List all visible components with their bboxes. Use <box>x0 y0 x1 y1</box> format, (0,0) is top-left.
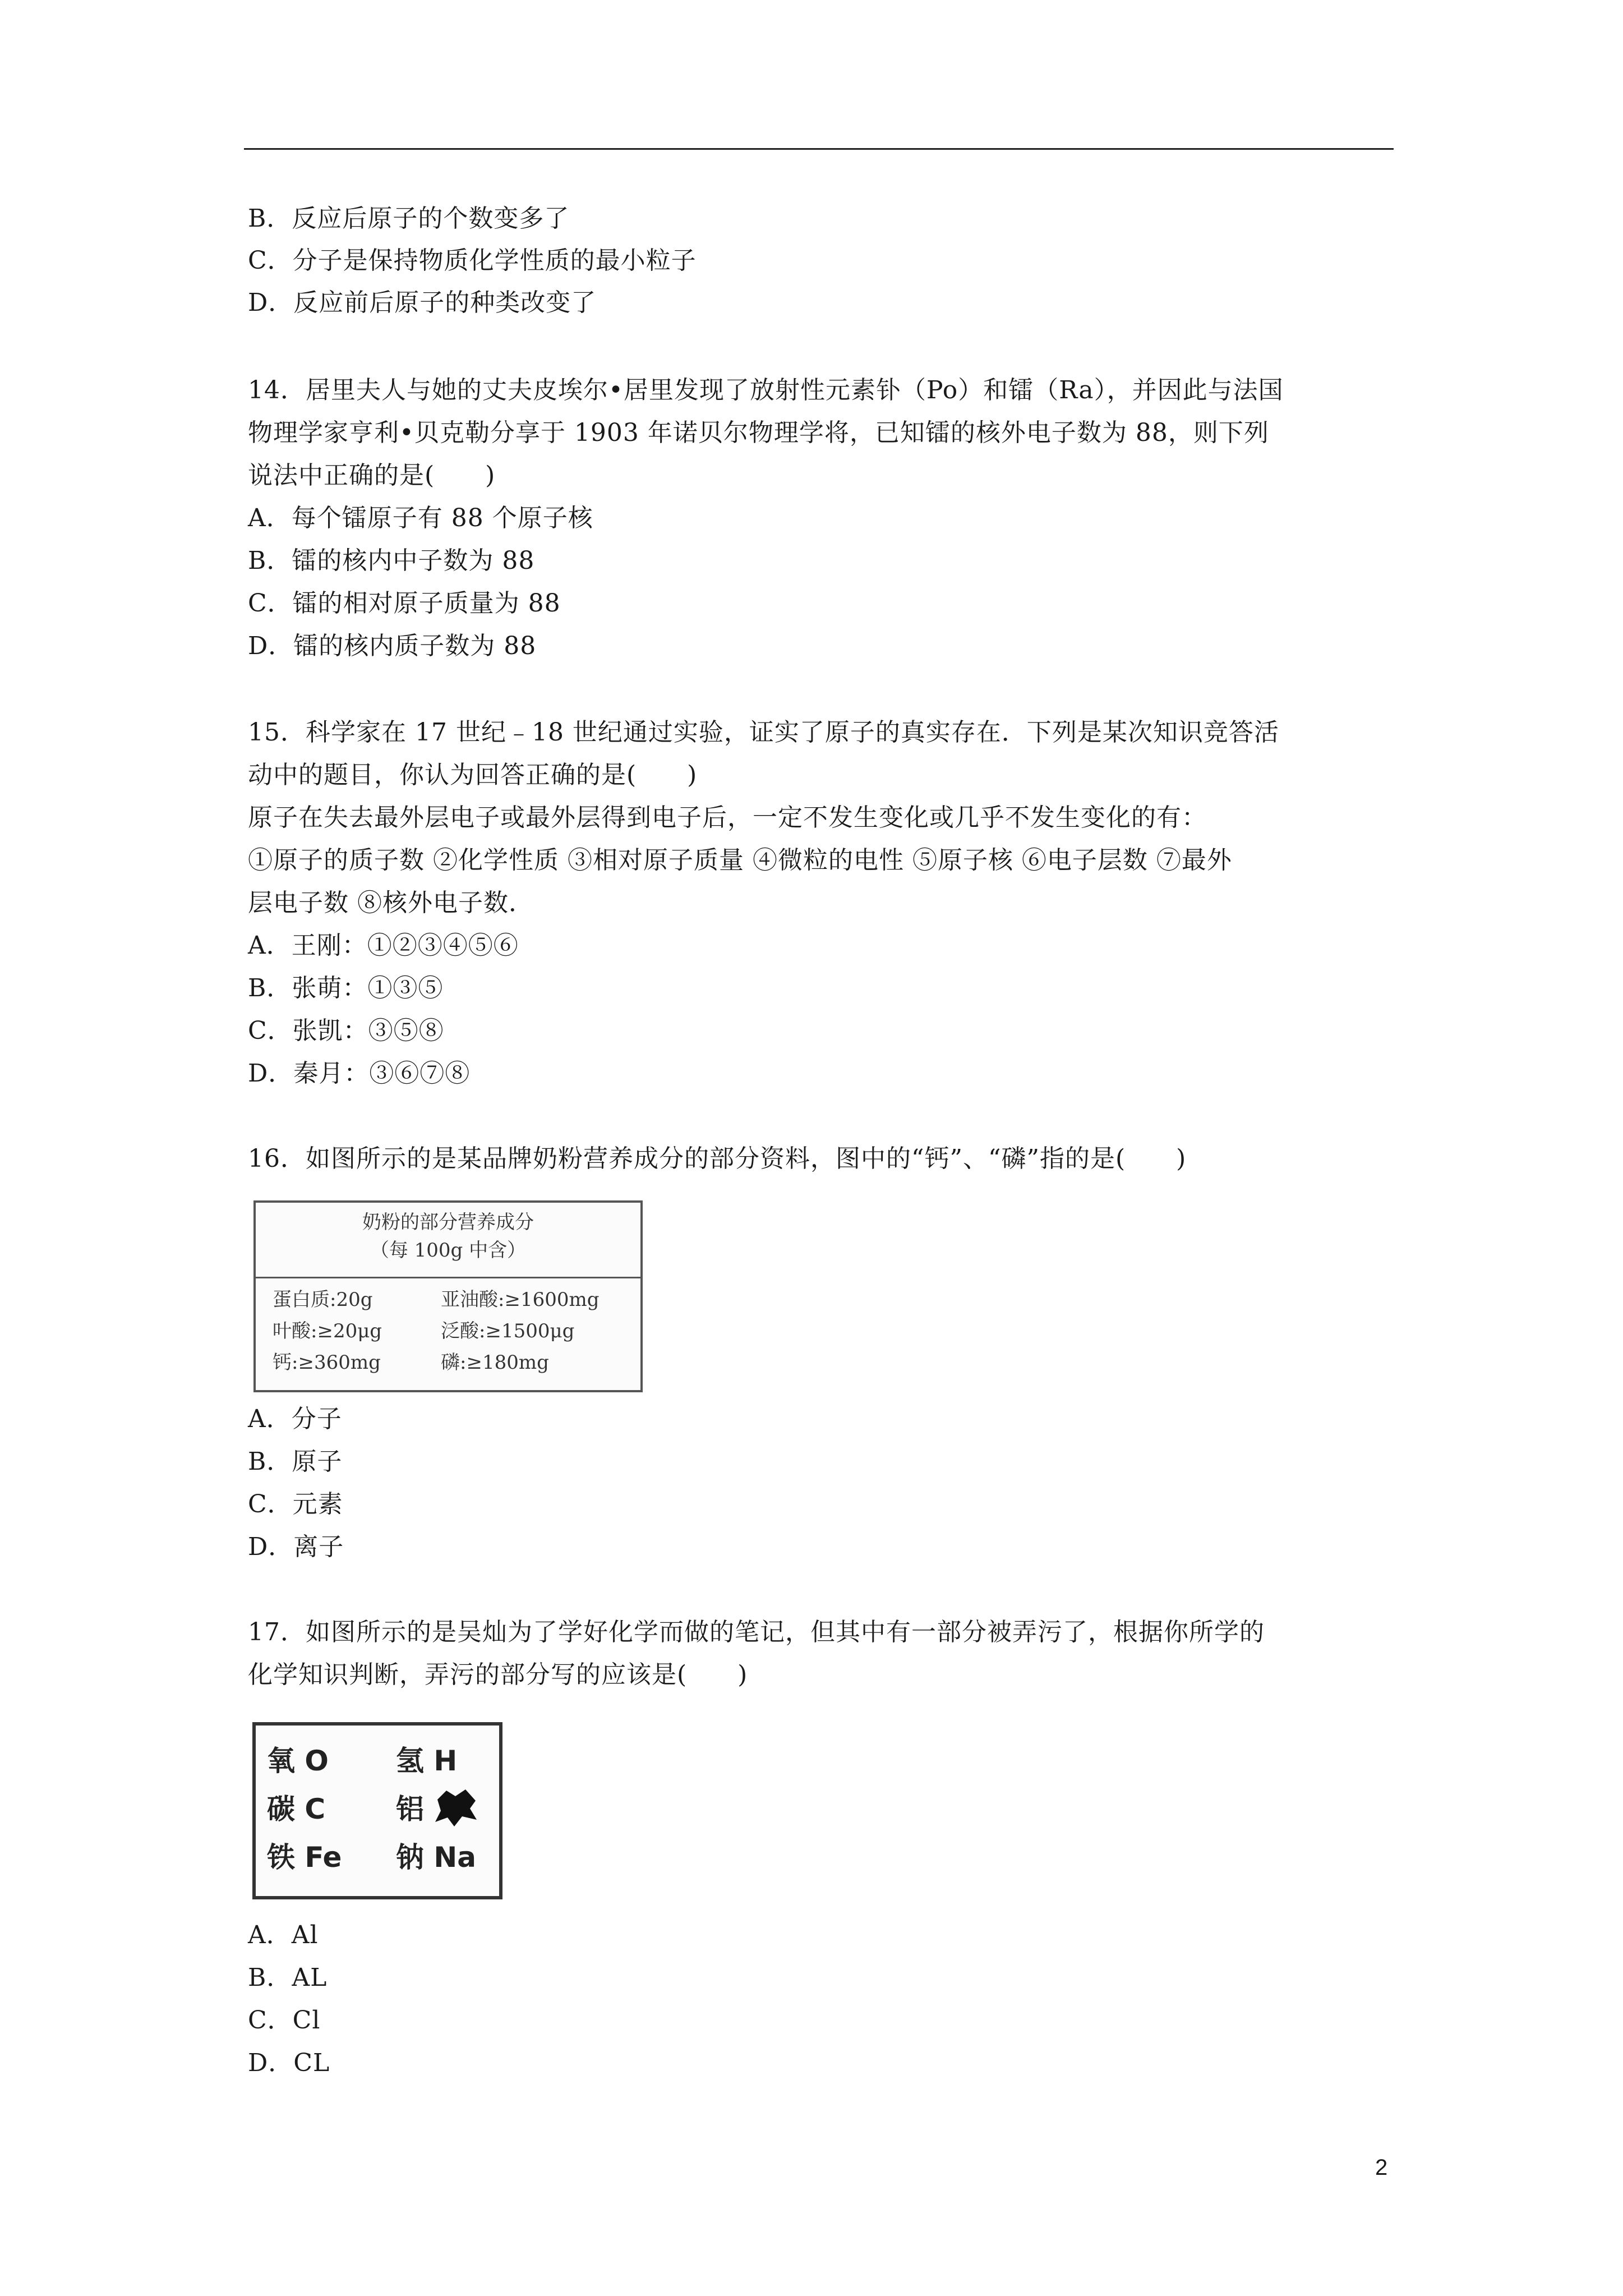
q15-option-a: A．王刚：①②③④⑤⑥ <box>248 931 519 960</box>
q14-stem-line: 14．居里夫人与她的丈夫皮埃尔•居里发现了放射性元素钋（Po）和镭（Ra），并因此与法国 <box>248 376 1284 404</box>
q13-option-c: C．分子是保持物质化学性质的最小粒子 <box>248 246 697 275</box>
q13-option-b: B．反应后原子的个数变多了 <box>248 204 570 233</box>
notes-element-entry: 钠 Na <box>396 1841 476 1874</box>
header-rule <box>244 148 1394 150</box>
ink-smudge <box>434 1788 478 1828</box>
nutrition-table-figure <box>253 1200 643 1392</box>
q15-option-c: C．张凯：③⑤⑧ <box>248 1016 444 1045</box>
q17-option-d: D．CL <box>248 2049 330 2077</box>
q13-option-d: D．反应前后原子的种类改变了 <box>248 288 597 317</box>
nutrition-table-header <box>256 1203 640 1278</box>
notes-element-entry: 铁 Fe <box>267 1841 342 1874</box>
q15-option-d: D．秦月：③⑥⑦⑧ <box>248 1059 471 1088</box>
q16-option-a: A．分子 <box>248 1405 342 1433</box>
q15-option-b: B．张萌：①③⑤ <box>248 974 444 1002</box>
q16-option-d: D．离子 <box>248 1533 344 1561</box>
nutrient-item: 钙:≥360mg <box>273 1351 381 1374</box>
q17-option-a: A．Al <box>248 1921 319 1949</box>
notes-element-entry: 碳 C <box>267 1793 326 1825</box>
nutrition-table-title: 奶粉的部分营养成分 <box>362 1211 534 1234</box>
chemistry-notes-figure <box>252 1722 502 1899</box>
nutrient-item: 蛋白质:20g <box>273 1289 373 1311</box>
q15-stem-line: 15．科学家在 17 世纪﹣18 世纪通过实验，证实了原子的真实存在．下列是某次知识竞答活 <box>248 718 1279 747</box>
q17-stem-line: 17．如图所示的是吴灿为了学好化学而做的笔记，但其中有一部分被弄污了，根据你所学的 <box>248 1618 1265 1646</box>
q15-stem-line: 层电子数 ⑧核外电子数． <box>248 889 534 917</box>
q16-option-c: C．元素 <box>248 1490 343 1519</box>
q14-option-c: C．镭的相对原子质量为 88 <box>248 589 561 618</box>
q14-option-b: B．镭的核内中子数为 88 <box>248 546 535 575</box>
q16-option-b: B．原子 <box>248 1447 343 1476</box>
page-number: 2 <box>1375 2155 1388 2180</box>
q17-option-c: C．Cl <box>248 2006 321 2035</box>
q15-stem-line: 原子在失去最外层电子或最外层得到电子后，一定不发生变化或几乎不发生变化的有： <box>248 803 1207 832</box>
notes-element-entry: 铝 <box>396 1793 424 1825</box>
nutrient-item: 叶酸:≥20μg <box>273 1320 382 1342</box>
nutrient-item: 泛酸:≥1500μg <box>441 1320 575 1342</box>
q17-stem-line: 化学知识判断，弄污的部分写的应该是( ) <box>248 1660 748 1689</box>
q14-stem-line: 说法中正确的是( ) <box>248 461 496 490</box>
notes-element-entry: 氧 O <box>267 1745 329 1777</box>
notes-element-entry: 氢 H <box>396 1745 458 1777</box>
q14-option-d: D．镭的核内质子数为 88 <box>248 632 537 660</box>
q16-stem: 16．如图所示的是某品牌奶粉营养成分的部分资料，图中的“钙”、“磷”指的是( ) <box>248 1144 1187 1173</box>
q14-option-a: A．每个镭原子有 88 个原子核 <box>248 504 593 532</box>
nutrition-table-subtitle: （每 100g 中含） <box>370 1239 527 1262</box>
nutrient-item: 亚油酸:≥1600mg <box>441 1289 600 1311</box>
nutrient-item: 磷:≥180mg <box>441 1351 549 1374</box>
q17-option-b: B．AL <box>248 1963 328 1992</box>
q14-stem-line: 物理学家亨利•贝克勒分享于 1903 年诺贝尔物理学将，已知镭的核外电子数为 88，则下列 <box>248 418 1269 447</box>
q15-stem-line: ①原子的质子数 ②化学性质 ③相对原子质量 ④微粒的电性 ⑤原子核 ⑥电子层数 ⑦最外 <box>248 846 1232 875</box>
nutrition-table-body <box>256 1278 640 1378</box>
q15-stem-line: 动中的题目，你认为回答正确的是( ) <box>248 761 698 789</box>
